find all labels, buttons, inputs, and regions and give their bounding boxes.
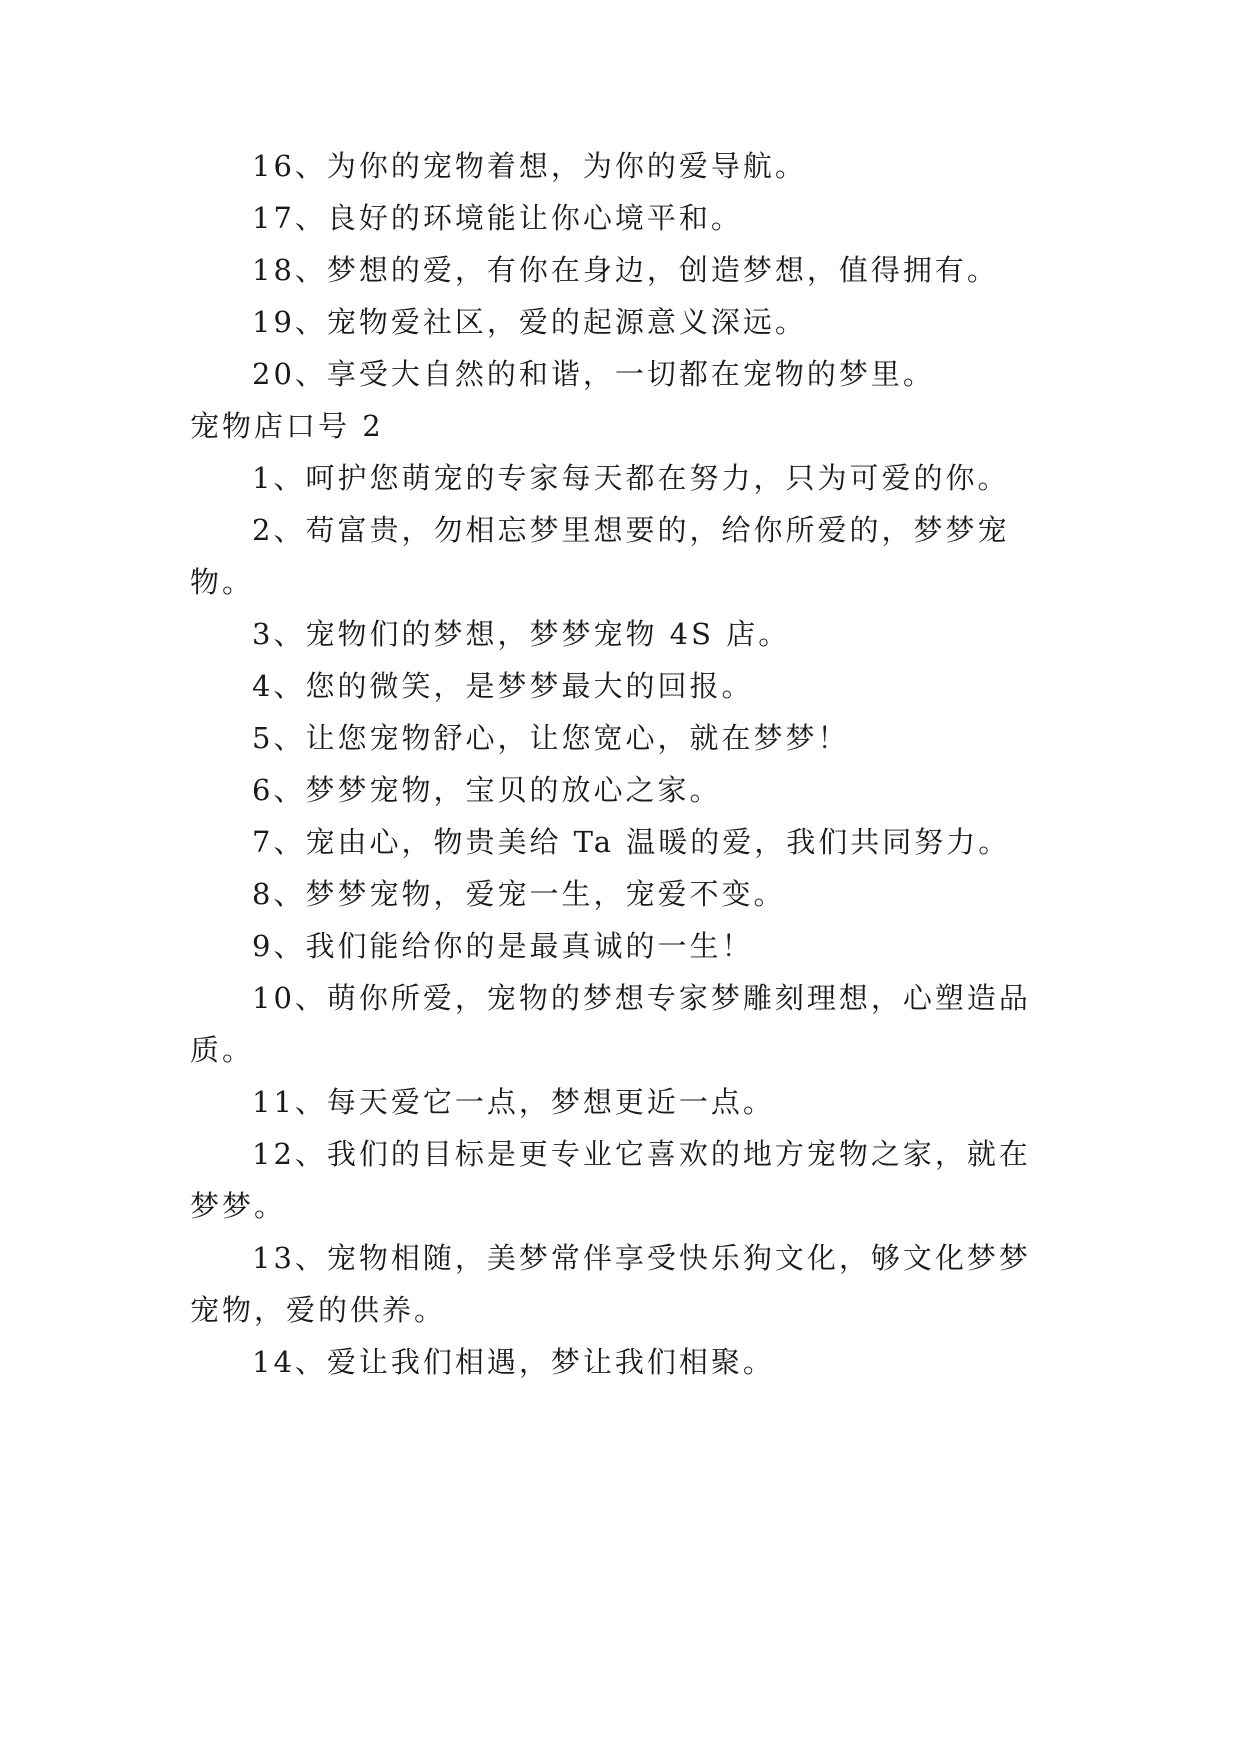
slogan-2: 2、苟富贵，勿相忘梦里想要的，给你所爱的，梦梦宠 [252,513,1010,547]
slogan-13-continuation: 宠物，爱的供养。 [190,1293,447,1327]
slogan-14: 14、爱让我们相遇，梦让我们相聚。 [252,1345,775,1379]
slogan-2-continuation: 物。 [190,565,255,599]
slogan-10-continuation: 质。 [190,1033,255,1067]
slogan-8: 8、梦梦宠物，爱宠一生，宠爱不变。 [252,877,786,911]
slogan-12-continuation: 梦梦。 [190,1189,287,1223]
slogan-4: 4、您的微笑，是梦梦最大的回报。 [252,669,754,703]
slogan-1: 1、呵护您萌宠的专家每天都在努力，只为可爱的你。 [252,461,1010,495]
slogan-20: 20、享受大自然的和谐，一切都在宠物的梦里。 [252,357,935,391]
slogan-3: 3、宠物们的梦想，梦梦宠物 4S 店。 [252,617,791,651]
slogan-6: 6、梦梦宠物，宝贝的放心之家。 [252,773,722,807]
slogan-5: 5、让您宠物舒心，让您宽心，就在梦梦！ [252,721,850,755]
section-heading: 宠物店口号 2 [190,409,384,443]
slogan-17: 17、良好的环境能让你心境平和。 [252,201,743,235]
slogan-16: 16、为你的宠物着想，为你的爱导航。 [252,149,807,183]
slogan-11: 11、每天爱它一点，梦想更近一点。 [252,1085,775,1119]
slogan-9: 9、我们能给你的是最真诚的一生！ [252,929,754,963]
slogan-10: 10、萌你所爱，宠物的梦想专家梦雕刻理想，心塑造品 [252,981,1031,1015]
slogan-7: 7、宠由心，物贵美给 Ta 温暖的爱，我们共同努力。 [252,825,1011,859]
slogan-13: 13、宠物相随，美梦常伴享受快乐狗文化，够文化梦梦 [252,1241,1031,1275]
slogan-18: 18、梦想的爱，有你在身边，创造梦想，值得拥有。 [252,253,999,287]
slogan-12: 12、我们的目标是更专业它喜欢的地方宠物之家，就在 [252,1137,1031,1171]
slogan-19: 19、宠物爱社区，爱的起源意义深远。 [252,305,807,339]
